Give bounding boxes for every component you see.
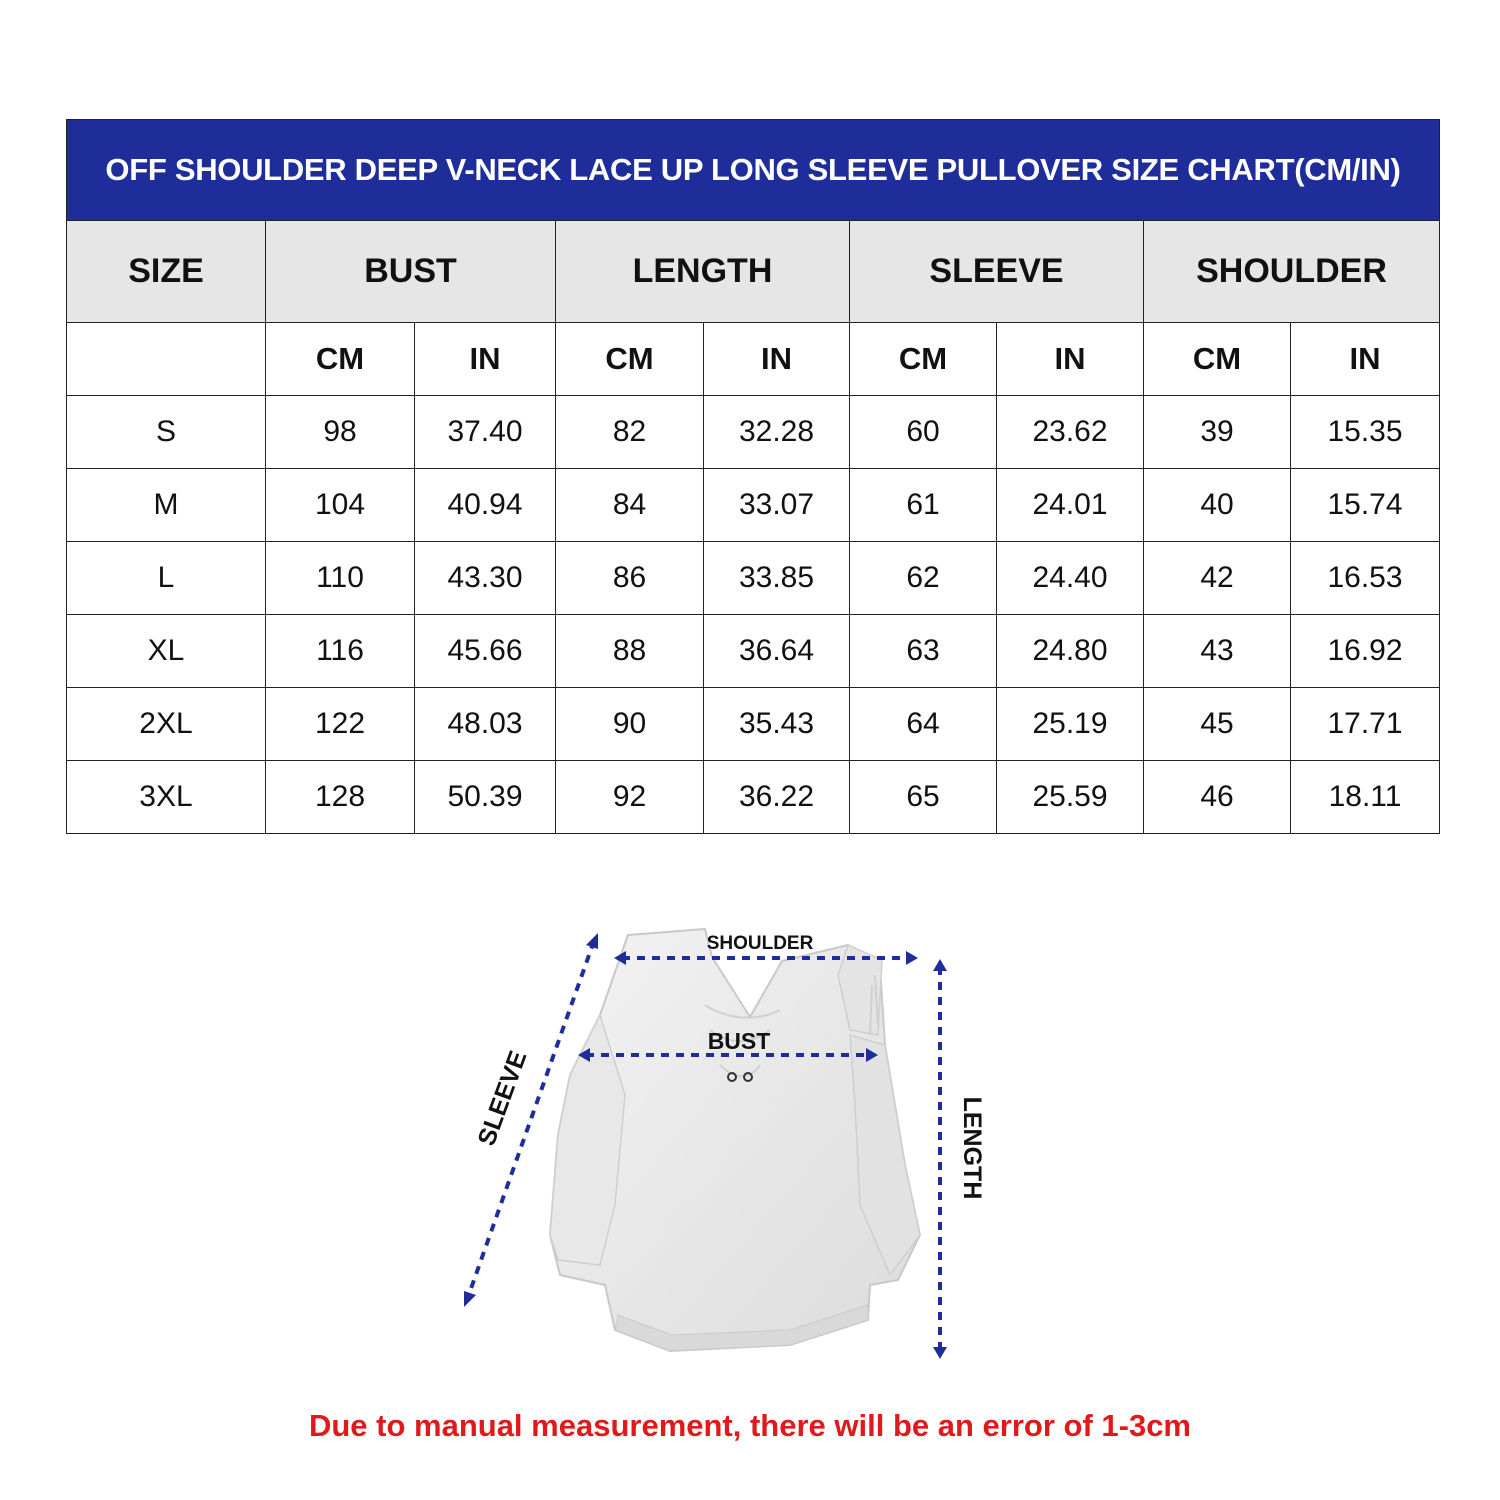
value-cell: 45.66 [415, 615, 556, 688]
value-cell: 43 [1144, 615, 1291, 688]
value-cell: 63 [850, 615, 997, 688]
value-cell: 24.01 [997, 469, 1144, 542]
size-chart-table [66, 119, 1440, 834]
size-cell: 2XL [67, 688, 266, 761]
value-cell: 60 [850, 396, 997, 469]
value-cell: 43.30 [415, 542, 556, 615]
value-cell: 88 [556, 615, 704, 688]
value-cell: 50.39 [415, 761, 556, 834]
value-cell: 18.11 [1291, 761, 1440, 834]
unit-cell: IN [997, 323, 1144, 396]
header-sleeve: SLEEVE [850, 221, 1144, 323]
measurement-diagram [450, 905, 1010, 1385]
unit-cell: CM [1144, 323, 1291, 396]
value-cell: 61 [850, 469, 997, 542]
unit-cell: IN [1291, 323, 1440, 396]
value-cell: 86 [556, 542, 704, 615]
value-cell: 36.64 [704, 615, 850, 688]
value-cell: 33.07 [704, 469, 850, 542]
value-cell: 128 [266, 761, 415, 834]
value-cell: 98 [266, 396, 415, 469]
value-cell: 42 [1144, 542, 1291, 615]
bust-label: BUST [707, 1028, 771, 1054]
value-cell: 25.19 [997, 688, 1144, 761]
unit-cell: CM [556, 323, 704, 396]
value-cell: 15.74 [1291, 469, 1440, 542]
value-cell: 23.62 [997, 396, 1144, 469]
table-row [67, 469, 1440, 542]
size-cell: M [67, 469, 266, 542]
value-cell: 16.92 [1291, 615, 1440, 688]
value-cell: 116 [266, 615, 415, 688]
value-cell: 40.94 [415, 469, 556, 542]
value-cell: 48.03 [415, 688, 556, 761]
value-cell: 37.40 [415, 396, 556, 469]
value-cell: 24.80 [997, 615, 1144, 688]
table-row [67, 615, 1440, 688]
value-cell: 45 [1144, 688, 1291, 761]
value-cell: 122 [266, 688, 415, 761]
value-cell: 32.28 [704, 396, 850, 469]
value-cell: 16.53 [1291, 542, 1440, 615]
value-cell: 64 [850, 688, 997, 761]
sleeve-label: SLEEVE [472, 1047, 533, 1150]
header-size: SIZE [67, 221, 266, 323]
header-bust: BUST [266, 221, 556, 323]
unit-cell: CM [266, 323, 415, 396]
shoulder-label: SHOULDER [706, 933, 814, 954]
unit-row [67, 323, 1440, 396]
value-cell: 36.22 [704, 761, 850, 834]
unit-cell: CM [850, 323, 997, 396]
value-cell: 90 [556, 688, 704, 761]
measurement-note: Due to manual measurement, there will be an error of 1-3cm [308, 1408, 1192, 1443]
value-cell: 40 [1144, 469, 1291, 542]
unit-cell [67, 323, 266, 396]
value-cell: 82 [556, 396, 704, 469]
value-cell: 15.35 [1291, 396, 1440, 469]
sweater-illustration [550, 929, 920, 1351]
value-cell: 110 [266, 542, 415, 615]
value-cell: 46 [1144, 761, 1291, 834]
header-shoulder: SHOULDER [1144, 221, 1440, 323]
value-cell: 84 [556, 469, 704, 542]
length-label: LENGTH [958, 1096, 986, 1200]
value-cell: 25.59 [997, 761, 1144, 834]
table-row [67, 542, 1440, 615]
value-cell: 24.40 [997, 542, 1144, 615]
value-cell: 104 [266, 469, 415, 542]
value-cell: 92 [556, 761, 704, 834]
sleeve-arrow-head-bottom [464, 1291, 476, 1307]
header-length: LENGTH [556, 221, 850, 323]
chart-title: OFF SHOULDER DEEP V-NECK LACE UP LONG SLEEVE PULLOVER SIZE CHART(CM/IN) [67, 120, 1440, 221]
value-cell: 39 [1144, 396, 1291, 469]
value-cell: 33.85 [704, 542, 850, 615]
value-cell: 17.71 [1291, 688, 1440, 761]
size-cell: 3XL [67, 761, 266, 834]
table-row [67, 688, 1440, 761]
length-arrow-head-top [933, 959, 947, 971]
value-cell: 35.43 [704, 688, 850, 761]
table-row [67, 761, 1440, 834]
unit-cell: IN [415, 323, 556, 396]
size-cell: XL [67, 615, 266, 688]
shoulder-arrow-head-right [906, 951, 918, 965]
size-cell: L [67, 542, 266, 615]
size-cell: S [67, 396, 266, 469]
table-row [67, 396, 1440, 469]
value-cell: 62 [850, 542, 997, 615]
length-arrow-head-bottom [933, 1347, 947, 1359]
unit-cell: IN [704, 323, 850, 396]
value-cell: 65 [850, 761, 997, 834]
sleeve-arrow-head-top [586, 933, 598, 949]
